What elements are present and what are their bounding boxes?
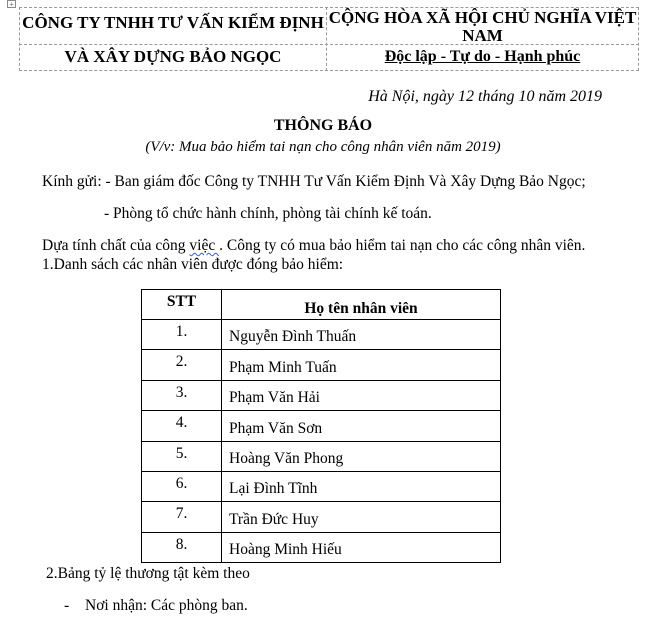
table-row [142,441,501,471]
table-row [142,380,501,410]
cell-stt: 4. [142,411,222,441]
national-title: CỘNG HÒA XÃ HỘI CHỦ NGHĨA VIỆT NAM [328,8,637,45]
date-line: Hà Nội, ngày 12 tháng 10 năm 2019 [368,88,602,105]
intro-text-start: Dựa tính chất của công [42,237,190,254]
cell-stt: 2. [142,350,222,380]
cell-name: Phạm Minh Tuấn [222,350,501,380]
table-row [142,320,501,350]
table-row [142,411,501,441]
cell-stt: 7. [142,502,222,532]
staff-table [141,289,501,563]
table-move-handle-icon[interactable]: + [7,0,16,8]
cell-stt: 5. [142,441,222,471]
table-row [142,502,501,532]
receivers-line: Nơi nhận: Các phòng ban. [85,597,248,614]
cell-name: Hoàng Minh Hiếu [222,532,501,562]
section-1-heading: 1.Danh sách các nhân viên được đóng bảo hiểm: [42,256,344,273]
motto-text: Độc lập - Tự do - Hạnh phúc [384,48,581,65]
intro-paragraph [42,237,585,255]
table-header-row [142,290,501,320]
cell-stt: 3. [142,380,222,410]
cell-name: Phạm Văn Hải [222,380,501,410]
company-name-line1: CÔNG TY TNHH TƯ VẤN KIỂM ĐỊNH [22,13,324,32]
section-2-heading: 2.Bảng tỷ lệ thương tật kèm theo [46,565,250,582]
recipients-line-1: Kính gửi: - Ban giám đốc Công ty TNHH Tư Vấn Kiểm Định Và Xây Dựng Bảo Ngọc; [42,173,586,190]
document-subtitle: (V/v: Mua bảo hiểm tai nạn cho công nhân viên năm 2019) [145,139,501,155]
cell-name: Phạm Văn Sơn [222,411,501,441]
table-row [142,532,501,562]
document-title: THÔNG BÁO [273,117,373,134]
bullet-dash-icon: - [64,597,70,614]
cell-stt: 8. [142,532,222,562]
intro-text-end: . Công ty có mua bảo hiểm tai nạn cho các công nhân viên. [219,237,586,254]
cell-name: Nguyễn Đình Thuấn [222,320,501,350]
cell-stt: 6. [142,471,222,501]
cell-stt: 1. [142,320,222,350]
cell-name: Trần Đức Huy [222,502,501,532]
cell-name: Hoàng Văn Phong [222,441,501,471]
cell-name: Lại Đình Tĩnh [222,471,501,501]
recipients-line-2: - Phòng tổ chức hành chính, phòng tài chính kế toán. [104,205,432,222]
column-header-name: Họ tên nhân viên [222,290,501,320]
national-motto [327,47,638,67]
table-row [142,471,501,501]
company-name-line2: VÀ XÂY DỰNG BẢO NGỌC [64,47,282,66]
column-header-stt: STT [142,290,222,320]
table-row [142,350,501,380]
spellcheck-flagged-word[interactable]: việc [189,237,220,254]
